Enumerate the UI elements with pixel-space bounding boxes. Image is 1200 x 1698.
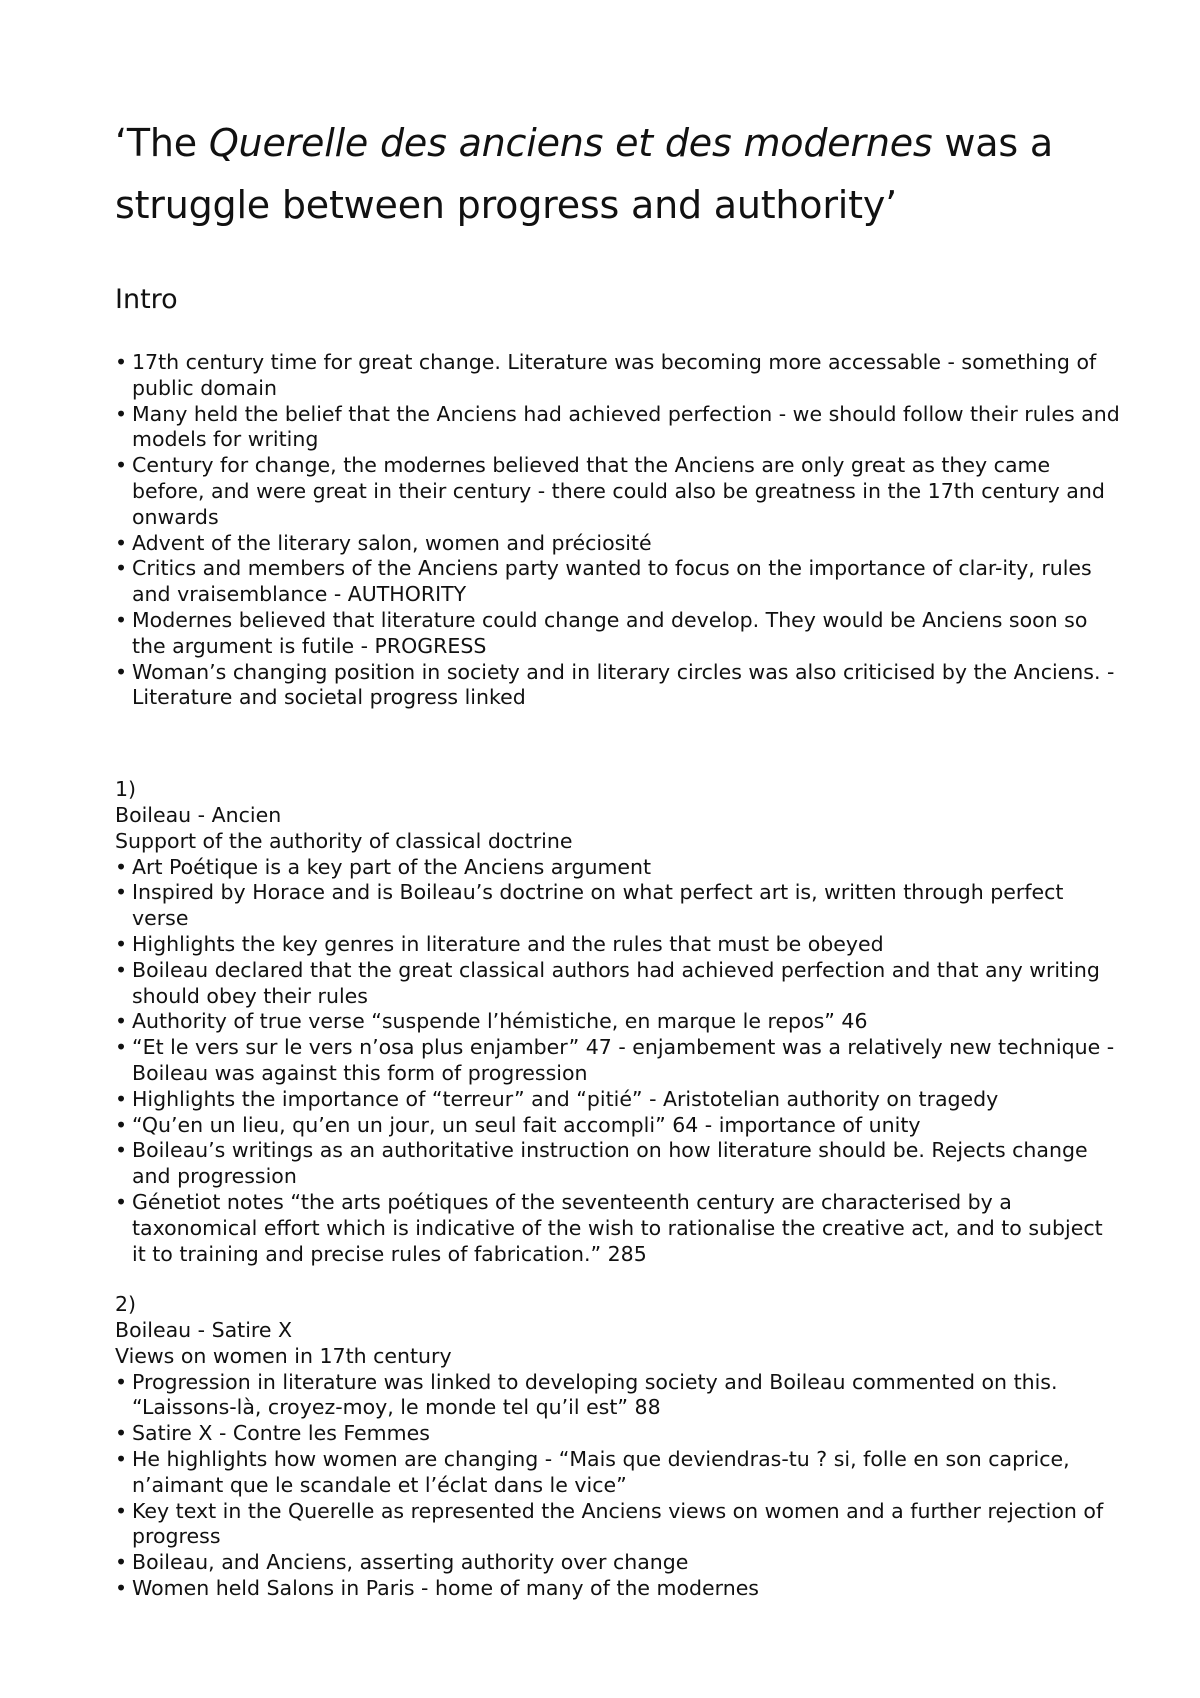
list-item-text: 17th century time for great change. Literature was becoming more accessable - something of public domain [132, 350, 1097, 400]
list-item-text: Progression in literature was linked to developing society and Boileau commented on this. “Laissons-là, croyez-moy, le monde tel qu’il est” 88 [132, 1369, 1058, 1420]
list-item-text: Satire X - Contre les Femmes [132, 1421, 430, 1446]
section-2-subtitle: Views on women in 17th century [115, 1343, 452, 1368]
list-item-text: Key text in the Querelle as represented the Anciens views on women and a further rejection of progress [132, 1498, 1104, 1549]
list-item [115, 1499, 1120, 1551]
section-2-title: Boileau - Satire X [115, 1318, 293, 1343]
title-italic-phrase: Querelle des anciens et des modernes [208, 121, 933, 165]
list-item [115, 453, 1120, 530]
title-prefix: ‘The [115, 121, 209, 165]
section-2 [115, 1292, 1120, 1602]
list-item-text: Highlights the importance of “terreur” and “pitié” - Aristotelian authority on tragedy [132, 1086, 999, 1111]
bullet-icon: • [115, 530, 128, 555]
list-item-text: Critics and members of the Anciens party wanted to focus on the importance of clar-ity, rules and vraisemblance - AUTHORITY [132, 556, 1092, 607]
list-item [115, 1550, 1120, 1576]
bullet-icon: • [115, 1035, 128, 1060]
section-1-bullet-list [115, 855, 1120, 1268]
essay-title [115, 112, 1120, 236]
list-item [115, 1113, 1120, 1139]
list-item [115, 608, 1120, 660]
list-item-text: Génetiot notes “the arts poétiques of the seventeenth century are characterised by a taxonomical effort which is indicative of the wish to rationalise the creative act, and to subject it to training and precise rules of fabrication.” 285 [132, 1189, 1103, 1266]
list-item-text: Boileau, and Anciens, asserting authority over change [132, 1550, 689, 1575]
list-item-text: Woman’s changing position in society and in literary circles was also criticised by the Anciens. - Literature and societal progress linked [132, 659, 1115, 710]
bullet-icon: • [115, 1447, 128, 1472]
list-item-text: Inspired by Horace and is Boileau’s doctrine on what perfect art is, written through perfect verse [132, 880, 1064, 931]
section-1-subtitle: Support of the authority of classical doctrine [115, 828, 573, 853]
list-item-text: He highlights how women are changing - “Mais que deviendras-tu ? si, folle en son caprice, n’aimant que le scandale et l’éclat dans le vice” [132, 1447, 1070, 1497]
bullet-icon: • [115, 957, 128, 982]
bullet-icon: • [115, 350, 128, 374]
list-item-text: Boileau’s writings as an authoritative instruction on how literature should be. Rejects change and progression [132, 1138, 1088, 1189]
list-item [115, 1370, 1120, 1422]
list-item-text: Boileau declared that the great classical authors had achieved perfection and that any writing should obey their rules [132, 957, 1100, 1008]
list-item-text: Authority of true verse “suspende l’hémistiche, en marque le repos” 46 [132, 1009, 868, 1034]
bullet-icon: • [115, 556, 128, 581]
list-item [115, 1087, 1120, 1113]
section-1-number: 1) [115, 777, 137, 802]
bullet-icon: • [115, 1138, 128, 1163]
section-1 [115, 777, 1120, 1267]
list-item [115, 350, 1120, 402]
bullet-icon: • [115, 401, 128, 426]
bullet-icon: • [115, 1112, 128, 1137]
section-2-number: 2) [115, 1292, 137, 1317]
list-item-text: Highlights the key genres in literature and the rules that must be obeyed [132, 931, 884, 956]
section-2-bullet-list [115, 1370, 1120, 1602]
list-item [115, 932, 1120, 958]
list-item [115, 1035, 1120, 1087]
bullet-icon: • [115, 1421, 128, 1446]
section-1-title: Boileau - Ancien [115, 802, 282, 827]
intro-bullet-list [115, 350, 1120, 711]
list-item [115, 1190, 1120, 1267]
bullet-icon: • [115, 659, 128, 684]
bullet-icon: • [115, 1189, 128, 1214]
bullet-icon: • [115, 1086, 128, 1111]
list-item-text: “Qu’en un lieu, qu’en un jour, un seul fait accompli” 64 - importance of unity [132, 1112, 921, 1137]
bullet-icon: • [115, 1009, 128, 1034]
list-item-text: Modernes believed that literature could change and develop. They would be Anciens soon so the argument is futile - PROGRESS [132, 607, 1088, 658]
list-item [115, 556, 1120, 608]
bullet-icon: • [115, 931, 128, 956]
bullet-icon: • [115, 880, 128, 905]
list-item-text: Women held Salons in Paris - home of many of the modernes [132, 1576, 759, 1601]
list-item [115, 1009, 1120, 1035]
list-item-text: Many held the belief that the Anciens had achieved perfection - we should follow their rules and models for writing [132, 401, 1120, 452]
bullet-icon: • [115, 1576, 128, 1601]
bullet-icon: • [115, 453, 128, 478]
list-item-text: “Et le vers sur le vers n’osa plus enjamber” 47 - enjambement was a relatively new technique - Boileau was against this form of progression [132, 1035, 1115, 1085]
list-item-text: Century for change, the modernes believed that the Anciens are only great as they came before, and were great in their century - there could also be greatness in the 17th century and onwards [132, 453, 1105, 529]
list-item [115, 1421, 1120, 1447]
list-item [115, 958, 1120, 1010]
list-item [115, 880, 1120, 932]
list-item-text: Advent of the literary salon, women and préciosité [132, 530, 652, 555]
list-item [115, 402, 1120, 454]
list-item [115, 1138, 1120, 1190]
list-item [115, 855, 1120, 881]
title-suffix: was a struggle between progress and authority’ [115, 121, 1053, 227]
list-item [115, 1576, 1120, 1602]
list-item [115, 531, 1120, 557]
bullet-icon: • [115, 1369, 128, 1394]
list-item-text: Art Poétique is a key part of the Anciens argument [132, 854, 652, 879]
bullet-icon: • [115, 607, 128, 632]
list-item [115, 660, 1120, 712]
bullet-icon: • [115, 1550, 128, 1575]
intro-heading: Intro [115, 284, 178, 315]
bullet-icon: • [115, 1498, 128, 1523]
list-item [115, 1447, 1120, 1499]
bullet-icon: • [115, 854, 128, 879]
